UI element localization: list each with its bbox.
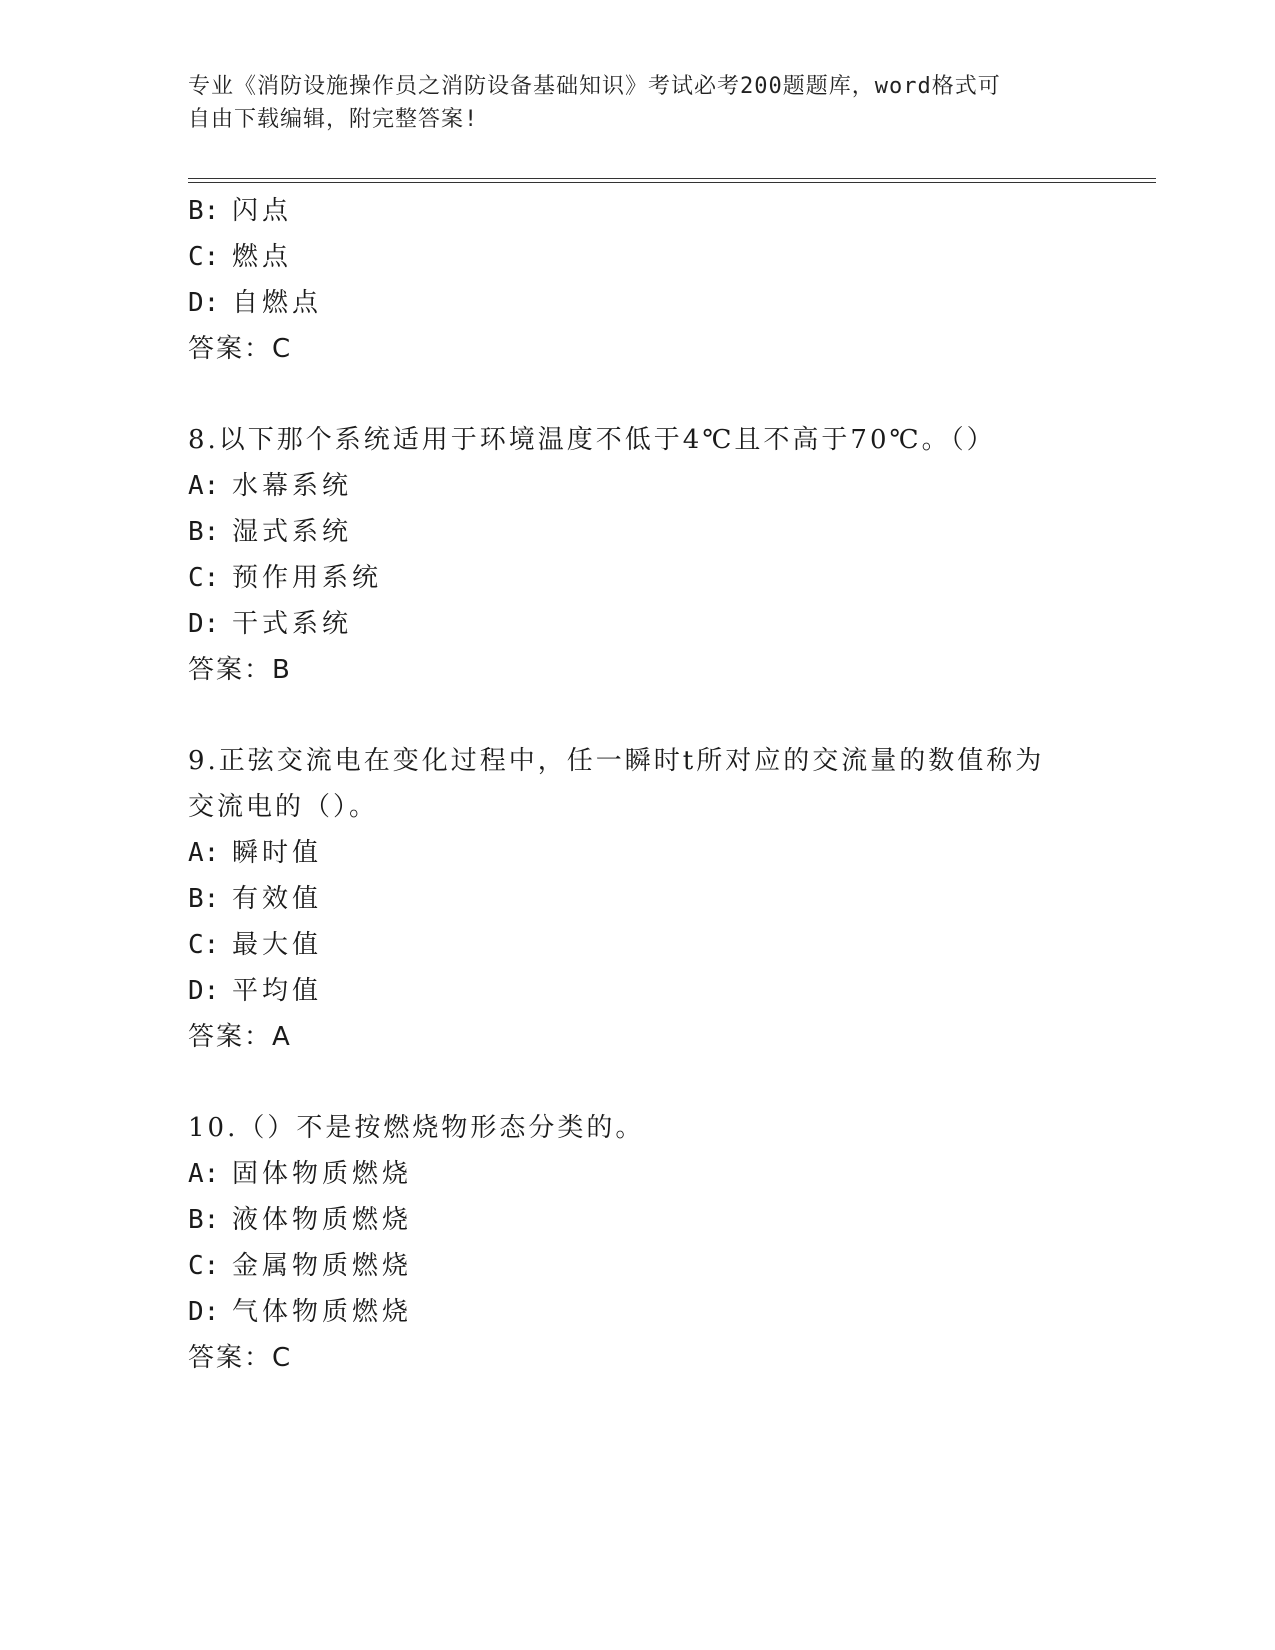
option-text: 液体物质燃烧 [232, 1205, 413, 1235]
question-stem: 10.（）不是按燃烧物形态分类的。 [188, 1113, 645, 1143]
option-text: 有效值 [232, 884, 323, 914]
option-b [188, 876, 1156, 922]
option-text: 自燃点 [232, 288, 323, 318]
option-letter: A: [188, 838, 220, 868]
option-a [188, 1151, 1156, 1197]
option-letter: C: [188, 563, 220, 593]
option-c [188, 922, 1156, 968]
option-letter: B: [188, 884, 220, 914]
option-letter: C: [188, 1251, 220, 1281]
option-b [188, 1197, 1156, 1243]
option-d [188, 280, 1156, 326]
answer-line: 答案：B [188, 655, 292, 685]
option-text: 平均值 [232, 976, 323, 1006]
option-letter: B: [188, 196, 220, 226]
option-letter: B: [188, 1205, 220, 1235]
document-header [188, 70, 1068, 136]
option-text: 干式系统 [232, 609, 353, 639]
option-text: 水幕系统 [232, 471, 353, 501]
option-text: 燃点 [232, 242, 293, 272]
answer-line: 答案：C [188, 334, 293, 364]
option-text: 金属物质燃烧 [232, 1251, 413, 1281]
document-body [188, 188, 1156, 1381]
option-letter: D: [188, 288, 220, 318]
option-d [188, 1289, 1156, 1335]
option-letter: C: [188, 930, 220, 960]
question-8 [188, 417, 1156, 693]
option-letter: D: [188, 1297, 220, 1327]
header-line-1: 专业《消防设施操作员之消防设备基础知识》考试必考200题题库，word格式可 [188, 74, 1001, 99]
option-a [188, 463, 1156, 509]
option-text: 预作用系统 [232, 563, 383, 593]
question-10 [188, 1105, 1156, 1381]
option-c [188, 234, 1156, 280]
question-9 [188, 738, 1156, 1060]
option-text: 瞬时值 [232, 838, 323, 868]
question-7-tail [188, 188, 1156, 372]
option-c [188, 555, 1156, 601]
option-letter: B: [188, 517, 220, 547]
option-text: 湿式系统 [232, 517, 353, 547]
question-stem-continued: 交流电的（）。 [188, 792, 379, 822]
header-divider-top [188, 178, 1156, 179]
option-d [188, 968, 1156, 1014]
answer-line: 答案：C [188, 1343, 293, 1373]
option-text: 气体物质燃烧 [232, 1297, 413, 1327]
option-c [188, 1243, 1156, 1289]
answer-line: 答案：A [188, 1022, 292, 1052]
question-stem: 8.以下那个系统适用于环境温度不低于4℃且不高于70℃。（） [188, 425, 996, 455]
option-text: 闪点 [232, 196, 293, 226]
option-text: 固体物质燃烧 [232, 1159, 413, 1189]
header-line-2: 自由下载编辑，附完整答案! [188, 107, 479, 132]
option-text: 最大值 [232, 930, 323, 960]
option-letter: A: [188, 1159, 220, 1189]
option-letter: D: [188, 609, 220, 639]
option-a [188, 830, 1156, 876]
option-d [188, 601, 1156, 647]
question-stem: 9.正弦交流电在变化过程中，任一瞬时t所对应的交流量的数值称为 [188, 746, 1045, 776]
header-divider-bottom [188, 182, 1156, 183]
option-letter: A: [188, 471, 220, 501]
option-letter: C: [188, 242, 220, 272]
option-b [188, 188, 1156, 234]
option-letter: D: [188, 976, 220, 1006]
option-b [188, 509, 1156, 555]
